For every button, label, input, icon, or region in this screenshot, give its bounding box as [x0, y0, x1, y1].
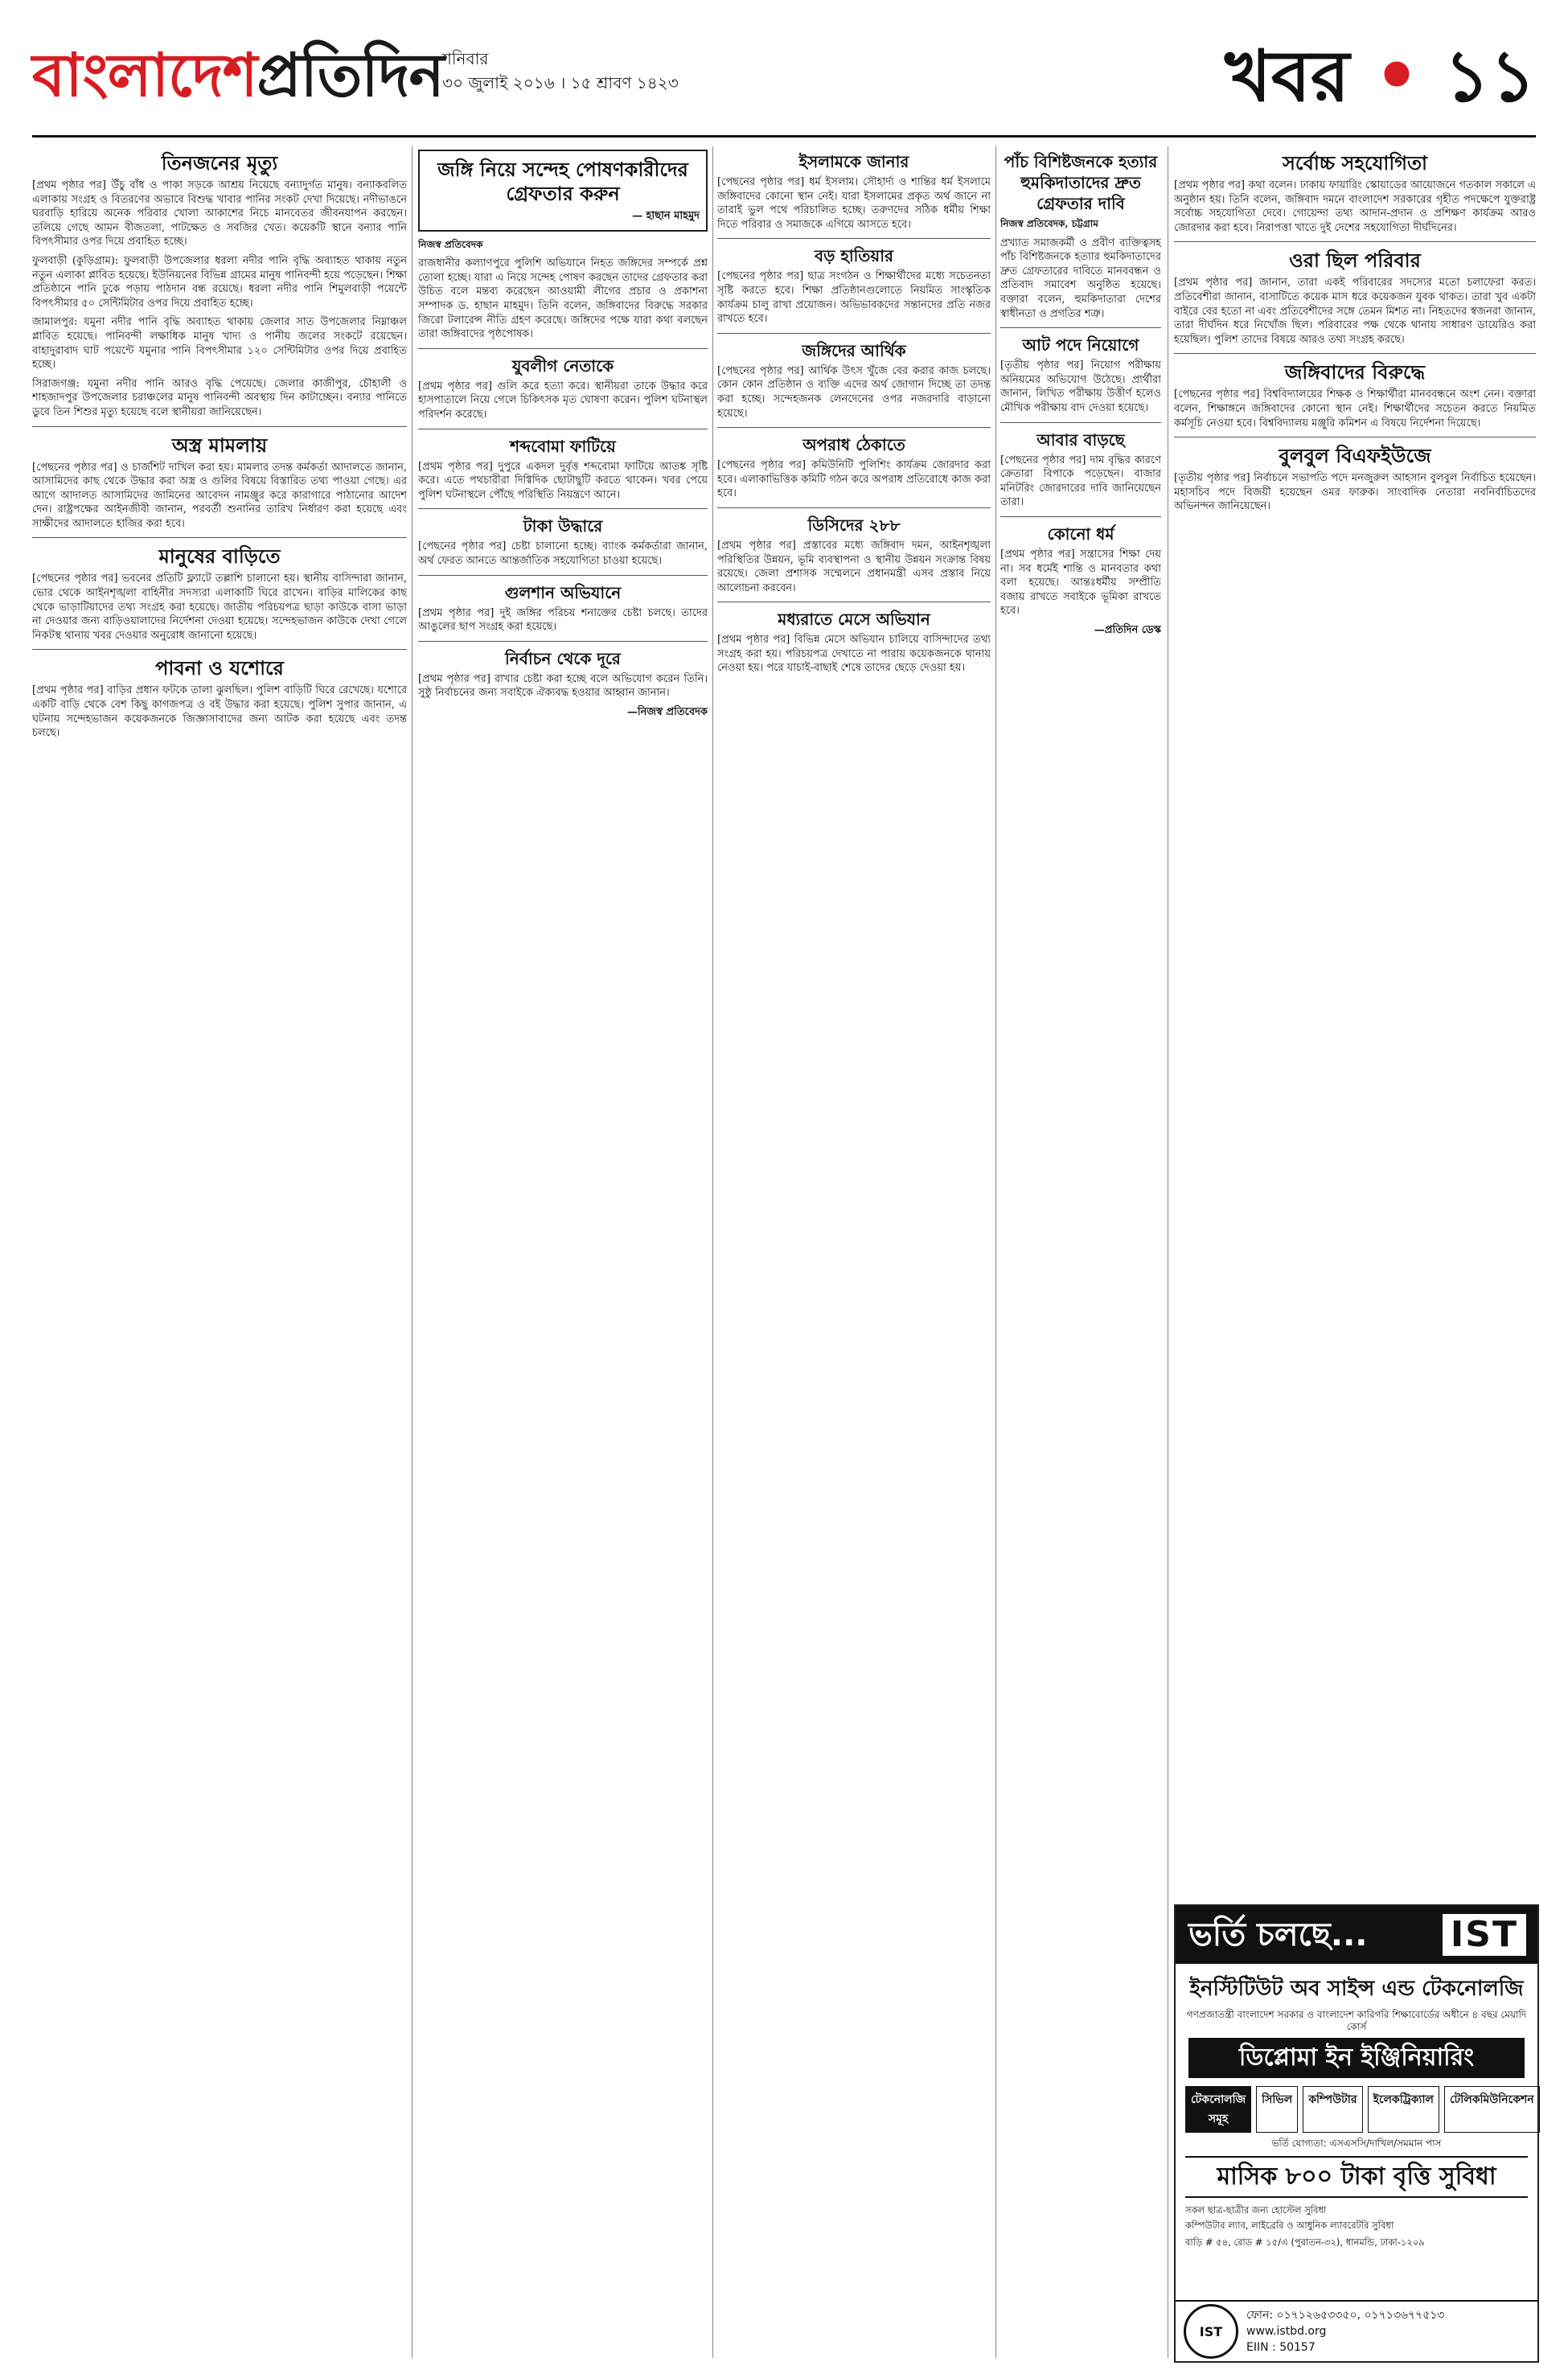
headline[interactable]: আট পদে নিয়োগে	[1022, 335, 1139, 355]
headline[interactable]: মধ্যরাতে মেসে অভিযান	[778, 610, 930, 630]
divider	[717, 238, 991, 239]
divider	[717, 507, 991, 508]
headline[interactable]: জঙ্গি নিয়ে সন্দেহ পোষণকারীদের গ্রেফতার করুন	[437, 158, 688, 205]
article-text: [পেছনের পৃষ্ঠার পর] আর্থিক উৎস খুঁজে বের করার কাজ চলছে। কোন কোন প্রতিষ্ঠান ও ব্যক্তি এদের অর্থ জোগান দিচ্ছে তা তদন্ত করা হচ্ছে। সন্দেহজনক লেনদেনের ওপর নজরদারি বাড়ানো হয়েছে।	[717, 364, 991, 420]
department-item: টেলিকমিউনিকেশন	[1444, 2086, 1540, 2133]
phone-number: ফোন: ০১৭১২৬৫৩৩৫০, ০১৭১৩৬৭৭৫১৩	[1246, 2309, 1445, 2322]
article-text: [প্রথম পৃষ্ঠার পর] রাখার চেষ্টা করা হচ্ছে বলে অভিযোগ করেন তিনি। সুষ্ঠু নির্বাচনের জন্য সবাইকে ঐক্যবদ্ধ হওয়ার আহ্বান জানান।	[418, 672, 708, 700]
headline[interactable]: তিনজনের মৃত্যু	[161, 152, 278, 175]
headline[interactable]: গুলশান অভিযানে	[504, 582, 622, 602]
institute-name: ইনস্টিটিউট অব সাইন্স এন্ড টেকনোলজি	[1189, 1977, 1524, 2001]
admission-advertisement[interactable]	[1174, 1904, 1539, 2363]
divider	[32, 537, 407, 538]
article-text: [প্রথম পৃষ্ঠার পর] দুই জঙ্গির পরিচয় শনাক্তের চেষ্টা চলছে। তাদের আঙুলের ছাপ সংগ্রহ করা হয়েছে।	[418, 606, 708, 634]
headline[interactable]: নির্বাচন থেকে দূরে	[505, 648, 621, 668]
contact-lines	[1246, 2307, 1445, 2356]
dateline	[442, 47, 679, 95]
article-text: [প্রথম পৃষ্ঠার পর] কথা বলেন। ঢাকায় ফায়ারিং স্কোয়াডের আয়োজনে গতকাল সকালে এ অনুষ্ঠান হয়। তিনি বলেন, জঙ্গিবাদ দমনে বাংলাদেশ সরকারের গৃহীত পদক্ষেপে যুক্তরাষ্ট্র সর্বোচ্চ সহযোগিতা দেবে। গোয়েন্দা তথ্য আদান-প্রদান ও প্রশিক্ষণ কার্যক্রম আরও জোরদার করা হবে। নিরাপত্তা খাতে দুই দেশের সহযোগিতা দীর্ঘদিনের।	[1174, 179, 1536, 234]
column-divider	[712, 146, 713, 2358]
headline[interactable]: শব্দবোমা ফাটিয়ে	[510, 436, 616, 456]
headline[interactable]: অপরাধ ঠেকাতে	[802, 435, 905, 455]
headline[interactable]: যুবলীগ নেতাকে	[511, 355, 614, 376]
headline[interactable]: অস্ত্র মামলায়	[171, 433, 268, 457]
article-text: [প্রথম পৃষ্ঠার পর] উঁচু বাঁধ ও পাকা সড়কে আশ্রয় নিয়েছে বন্যাদুর্গত মানুষ। বন্যাকবলিত এলাকায় সংগ্রহ ও বিতরণের অভাবে বিশুদ্ধ খাবার পানির সংকট দেখা দিয়েছে। নদীভাঙনে ঘরবাড়ি হারিয়ে অনেক পরিবার খোলা আকাশের নিচে মানবেতর জীবনযাপন করছেন। তলিয়ে গেছে আমন বীজতলা, পাটক্ষেত ও সবজির খেত। কয়েকটি স্থানে বন্যার পানি বিপৎসীমার ওপর দিয়ে প্রবাহিত হচ্ছে।	[32, 179, 407, 248]
stipend-banner: মাসিক ৮০০ টাকা বৃত্তি সুবিধা	[1185, 2156, 1528, 2198]
article-text: [প্রথম পৃষ্ঠার পর] বাড়ির প্রধান ফটকে তালা ঝুলছিল। পুলিশ বাড়িটি ঘিরে রেখেছে। যশোরে একটি বাড়ি থেকে বেশ কিছু কাগজপত্র ও বই উদ্ধার করা হয়েছে। পুলিশ সুপার জানান, এ ঘটনায় সন্দেহভাজন কয়েকজনকে জিজ্ঞাসাবাদের জন্য আটক করা হয়েছে এবং তদন্ত চলছে।	[32, 684, 407, 740]
institute-seal-icon: IST	[1184, 2304, 1238, 2359]
article-text: [পেছনের পৃষ্ঠার পর] দাম বৃদ্ধির কারণে ক্রেতারা বিপাকে পড়েছেন। বাজার মনিটরিং জোরদারের দাবি জানিয়েছেন তারা।	[1000, 454, 1161, 509]
column-3	[717, 146, 991, 2350]
article-text: [পেছনের পৃষ্ঠার পর] বিশ্ববিদ্যালয়ের শিক্ষক ও শিক্ষার্থীরা মানববন্ধনে অংশ নেন। বক্তারা বলেন, শিক্ষাঙ্গনে জঙ্গিবাদের কোনো স্থান নেই। শিক্ষার্থীদের সচেতন করতে নিয়মিত কর্মসূচি নেওয়া হবে। বিশ্ববিদ্যালয় মঞ্জুরি কমিশন এ বিষয়ে নির্দেশনা দিয়েছে।	[1174, 388, 1536, 429]
ad-brand-logo: IST	[1443, 1914, 1526, 1956]
end-byline: —নিজস্ব প্রতিবেদক	[626, 705, 708, 718]
headline[interactable]: মানুষের বাড়িতে	[158, 545, 281, 569]
headline[interactable]: জঙ্গিদের আর্থিক	[802, 340, 906, 360]
divider	[32, 426, 407, 427]
column-2	[418, 146, 708, 2350]
column-divider	[995, 146, 996, 2358]
headline[interactable]: টাকা উদ্ধারে	[523, 516, 603, 536]
page-number: ১১	[1443, 35, 1536, 117]
divider	[717, 333, 991, 334]
divider	[418, 348, 708, 349]
headline[interactable]: ওরা ছিল পরিবার	[1289, 249, 1421, 273]
column-1	[32, 146, 407, 2350]
article-text: [তৃতীয় পৃষ্ঠার পর] নির্বাচনে সভাপতি পদে মনজুরুল আহসান বুলবুল নির্বাচিত হয়েছেন। মহাসচিব পদে বিজয়ী হয়েছেন ওমর ফারুক। সাংবাদিক নেতারা নবনির্বাচিতদের অভিনন্দন জানিয়েছেন।	[1174, 472, 1536, 513]
article-text: জামালপুর: যমুনা নদীর পানি বৃদ্ধি অব্যাহত থাকায় জেলার সাত উপজেলার নিম্নাঞ্চল প্লাবিত হয়েছে। পানিবন্দী লক্ষাধিক মানুষ খাদ্য ও পানীয় জলের সংকটে রয়েছেন। বাহাদুরাবাদ ঘাট পয়েন্টে যমুনার পানি বিপৎসীমার ১২০ সেন্টিমিটার ওপর দিয়ে প্রবাহিত হচ্ছে।	[32, 316, 407, 372]
article-text: [প্রথম পৃষ্ঠার পর] দুপুরে একদল দুর্বৃত্ত শব্দবোমা ফাটিয়ে আতঙ্ক সৃষ্টি করে। এতে পথচারীরা দিগ্বিদিক ছোটাছুটি করতে থাকেন। খবর পেয়ে পুলিশ ঘটনাস্থলে পৌঁছে পরিস্থিতি নিয়ন্ত্রণে আনে।	[418, 460, 708, 501]
department-label: টেকনোলজি সমূহ	[1185, 2086, 1251, 2133]
masthead	[32, 27, 1536, 132]
divider	[1174, 353, 1536, 354]
logo-part-2: প্রতিদিন	[257, 41, 444, 110]
article-text: [প্রথম পৃষ্ঠার পর] প্রস্তাবের মধ্যে জঙ্গিবাদ দমন, আইনশৃঙ্খলা পরিস্থিতির উন্নয়ন, ভূমি ব্যবস্থাপনা ও স্থানীয় উন্নয়ন সংক্রান্ত বিষয় রয়েছে। জেলা প্রশাসক সম্মেলনে প্রধানমন্ত্রী এসব প্রস্তাব নিয়ে আলোচনা করবেন।	[717, 539, 991, 594]
ad-headline: ভর্তি চলছে...	[1188, 1916, 1368, 1953]
bullet-dot-icon: •	[1373, 35, 1420, 117]
quote-byline: — হাছান মাহমুদ	[632, 210, 700, 222]
reporter-byline: নিজস্ব প্রতিবেদক	[418, 238, 483, 250]
article-text: [প্রথম পৃষ্ঠার পর] বিভিন্ন মেসে অভিযান চালিয়ে বাসিন্দাদের তথ্য সংগ্রহ করা হয়। পরিচয়পত্র দেখাতে না পারায় কয়েকজনকে থানায় নেওয়া হয়। পরে যাচাই-বাছাই শেষে তাদের ছেড়ে দেওয়া হয়।	[717, 634, 991, 675]
reporter-byline: নিজস্ব প্রতিবেদক, চট্টগ্রাম	[1000, 218, 1098, 229]
article-text: [পেছনের পৃষ্ঠার পর] ধর্ম ইসলাম। সৌহার্দ্য ও শান্তির ধর্ম ইসলামে জঙ্গিবাদের কোনো স্থান নেই। যারা ইসলামের প্রকৃত অর্থ জানে না তারাই ভুল পথে পরিচালিত হচ্ছে। তরুণদের সঠিক ধর্মীয় শিক্ষা দিতে পরিবার ও সমাজকে এগিয়ে আসতে হবে।	[717, 176, 991, 231]
column-5	[1174, 146, 1536, 1896]
ad-address: বাড়ি # ৫৪, রোড # ১৫/এ (পুরাতন-৩২), ধানমন্ডি, ঢাকা-১২০৯	[1185, 2236, 1425, 2248]
issue-date: ৩০ জুলাই ২০১৬ । ১৫ শ্রাবণ ১৪২৩	[442, 73, 679, 92]
headline[interactable]: পাঁচ বিশিষ্টজনকে হত্যার হুমকিদাতাদের দ্রুত গ্রেফতার দাবি	[1004, 152, 1158, 213]
article-text: সিরাজগঞ্জ: যমুনা নদীর পানি আরও বৃদ্ধি পেয়েছে। জেলার কাজীপুর, চৌহালী ও শাহজাদপুর উপজেলার চরাঞ্চলের মানুষ পানিবন্দী অবস্থায় দিন কাটাচ্ছেন। বন্যার পানিতে ডুবে তিন শিশুর মৃত্যু হয়েছে বলে স্থানীয়রা জানিয়েছেন।	[32, 377, 407, 418]
masthead-rule	[32, 135, 1536, 138]
headline[interactable]: কোনো ধর্ম	[1047, 524, 1114, 544]
divider	[418, 641, 708, 642]
divider	[32, 649, 407, 650]
headline[interactable]: জঙ্গিবাদের বিরুদ্ধে	[1284, 361, 1426, 384]
article-text: ফুলবাড়ী (কুড়িগ্রাম): ফুলবাড়ী উপজেলার ধরলা নদীর পানি বৃদ্ধি অব্যাহত থাকায় নতুন নতুন এলাকা প্লাবিত হয়েছে। ইউনিয়নের বিভিন্ন গ্রামের মানুষ পানিবন্দী হয়ে পড়েছেন। শিক্ষা প্রতিষ্ঠানে পানি ঢুকে পড়ায় পাঠদান বন্ধ রয়েছে। ধরলা নদীর পানি শিমুলবাড়ী পয়েন্টে বিপৎসীমার ৫০ সেন্টিমিটার ওপর দিয়ে প্রবাহিত হচ্ছে।	[32, 254, 407, 310]
divider	[717, 427, 991, 428]
eligibility-note: ভর্তি যোগ্যতা: এসএসসি/দাখিল/সমমান পাস	[1271, 2138, 1442, 2149]
ad-header	[1176, 1906, 1537, 1964]
website-link[interactable]: www.istbd.org	[1246, 2325, 1327, 2338]
divider	[1000, 422, 1161, 423]
article-text: [পেছনের পৃষ্ঠার পর] কমিউনিটি পুলিশিং কার্যক্রম জোরদার করা হবে। এলাকাভিত্তিক কমিটি গঠন করে অপরাধ প্রতিরোধে কাজ করা হবে।	[717, 459, 991, 500]
divider	[1000, 516, 1161, 517]
article-text: [পেছনের পৃষ্ঠার পর] ও চার্জশিট দাখিল করা হয়। মামলার তদন্ত কর্মকর্তা আদালতে জানান, আসামিদের কাছ থেকে উদ্ধার করা অস্ত্র ও গুলির বিষয়ে বিস্তারিত তথ্য পাওয়া গেছে। এর আগে আদালত আসামিদের জামিনের আবেদন নামঞ্জুর করে কারাগারে পাঠানোর আদেশ দেন। রাষ্ট্রপক্ষের আইনজীবী জানান, পরবর্তী শুনানির তারিখ নির্ধারণ করা হয়েছে এবং সাক্ষীদের আদালতে হাজির করা হবে।	[32, 461, 407, 530]
headline[interactable]: ইসলামকে জানার	[798, 152, 909, 171]
end-byline: —প্রতিদিন ডেস্ক	[1094, 623, 1161, 636]
article-text: [তৃতীয় পৃষ্ঠার পর] নিয়োগ পরীক্ষায় অনিয়মের অভিযোগ উঠেছে। প্রার্থীরা জানান, লিখিত পরীক্ষায় উত্তীর্ণ হলেও মৌখিক পরীক্ষায় বাদ দেওয়া হয়েছে।	[1000, 359, 1161, 414]
newspaper-logo[interactable]	[32, 27, 444, 124]
department-list	[1185, 2086, 1534, 2133]
article-text: রাজধানীর কল্যাণপুরে পুলিশি অভিযানে নিহত জঙ্গিদের সম্পর্কে প্রশ্ন তোলা হচ্ছে। যারা এ নিয়ে সন্দেহ পোষণ করছেন তাদের গ্রেফতার করা উচিত বলে মন্তব্য করেছেন আওয়ামী লীগের প্রচার ও প্রকাশনা সম্পাদক ড. হাছান মাহমুদ। তিনি বলেন, জঙ্গিবাদের বিরুদ্ধে সরকার জিরো টলারেন্স নীতি গ্রহণ করেছে। জঙ্গিদের পক্ষে যারা কথা বলছেন তারা জঙ্গিবাদের পৃষ্ঠপোষক।	[418, 257, 708, 341]
logo-part-1: বাংলাদেশ	[32, 41, 257, 110]
article-text: [প্রথম পৃষ্ঠার পর] জানান, তারা একই পরিবারের সদস্যের মতো চলাফেরা করত। প্রতিবেশীরা জানান, বাসাটিতে কয়েক মাস ধরে কয়েকজন যুবক থাকত। তারা খুব একটা বাইরে বের হতো না এবং প্রতিবেশীদের সঙ্গে তেমন মিশত না। নিহতদের স্বজনরা জানান, তারা দীর্ঘদিন ধরে নিখোঁজ ছিল। পরিবারের পক্ষ থেকে থানায় সাধারণ ডায়েরিও করা হয়েছিল। পুলিশ তাদের বিষয়ে আরও তথ্য সংগ্রহ করছে।	[1174, 277, 1536, 346]
ad-contact	[1176, 2300, 1537, 2361]
article-text: প্রখ্যাত সমাজকর্মী ও প্রবীণ ব্যক্তিত্বসহ পাঁচ বিশিষ্টজনকে হত্যার হুমকিদাতাদের দ্রুত গ্রেফতারের দাবিতে মানববন্ধন ও প্রতিবাদ সমাবেশ অনুষ্ঠিত হয়েছে। বক্তারা বলেন, হুমকিদাতারা দেশের স্বাধীনতা ও প্রগতির শত্রু।	[1000, 236, 1161, 320]
article-text: [প্রথম পৃষ্ঠার পর] সন্ত্রাসের শিক্ষা দেয় না। সব ধর্মেই শান্তি ও মানবতার কথা বলা হয়েছে। আন্তঃধর্মীয় সম্প্রীতি বজায় রাখতে সবাইকে ভূমিকা রাখতে হবে।	[1000, 548, 1161, 618]
department-item: সিভিল	[1256, 2086, 1298, 2133]
divider	[1174, 241, 1536, 242]
divider	[418, 508, 708, 509]
headline[interactable]: সর্বোচ্চ সহযোগিতা	[1283, 152, 1427, 175]
ad-tagline: গণপ্রজাতন্ত্রী বাংলাদেশ সরকার ও বাংলাদেশ কারিগরি শিক্ষাবোর্ডের অধীনে ৪ বছর মেয়াদি কোর্স	[1186, 2009, 1527, 2032]
boxed-story	[418, 150, 708, 232]
divider	[418, 575, 708, 576]
headline[interactable]: ডিসিদের ২৮৮	[807, 515, 901, 535]
page-section-header	[1225, 32, 1536, 121]
column-divider	[412, 146, 413, 2358]
headline[interactable]: বুলবুল বিএফইউজে	[1279, 445, 1431, 468]
ad-bullet: কম্পিউটার ল্যাব, লাইব্রেরি ও আধুনিক ল্যাবরেটরি সুবিধা	[1185, 2220, 1394, 2231]
ad-bullet: সকল ছাত্র-ছাত্রীর জন্য হোস্টেল সুবিধা	[1185, 2204, 1327, 2216]
department-item: ইলেকট্রিক্যাল	[1368, 2086, 1439, 2133]
headline[interactable]: পাবনা ও যশোরে	[155, 657, 284, 680]
program-name: ডিপ্লোমা ইন ইঞ্জিনিয়ারিং	[1188, 2038, 1525, 2078]
article-text: [পেছনের পৃষ্ঠার পর] চেষ্টা চালানো হচ্ছে। ব্যাংক কর্মকর্তারা জানান, অর্থ ফেরত আনতে আন্তর্জাতিক সহযোগিতা চাওয়া হয়েছে।	[418, 540, 708, 567]
department-item: কম্পিউটার	[1303, 2086, 1362, 2133]
headline[interactable]: বড় হাতিয়ার	[815, 246, 893, 266]
article-text: [প্রথম পৃষ্ঠার পর] গুলি করে হত্যা করে। স্থানীয়রা তাকে উদ্ধার করে হাসপাতালে নিয়ে গেলে চিকিৎসক মৃত ঘোষণা করেন। পুলিশ ঘটনাস্থল পরিদর্শন করেছে।	[418, 380, 708, 421]
column-4	[1000, 146, 1161, 2350]
weekday: শনিবার	[442, 49, 489, 68]
article-text: [পেছনের পৃষ্ঠার পর] ভবনের প্রতিটি ফ্ল্যাটে তল্লাশি চালানো হয়। স্থানীয় বাসিন্দারা জানান, ভোর থেকে আইনশৃঙ্খলা বাহিনীর সদস্যরা এলাকাটি ঘিরে রাখেন। বাড়ির মালিকের কাছ থেকে ভাড়াটিয়াদের তথ্য সংগ্রহ করা হয়েছে। জাতীয় পরিচয়পত্র ছাড়া কাউকে বাসা ভাড়া না দেওয়ার জন্য বাড়িওয়ালাদের নির্দেশনা দেওয়া হয়েছে। সন্দেহভাজন কাউকে দেখা গেলে নিকটস্থ থানায় খবর দেওয়ার অনুরোধ জানানো হয়েছে।	[32, 573, 407, 642]
divider	[1000, 327, 1161, 328]
article-text: [পেছনের পৃষ্ঠার পর] ছাত্র সংগঠন ও শিক্ষার্থীদের মধ্যে সচেতনতা সৃষ্টি করতে হবে। শিক্ষা প্রতিষ্ঠানগুলোতে নিয়মিত সাংস্কৃতিক কার্যক্রম চালু রাখা প্রয়োজন। অভিভাবকদের সন্তানদের প্রতি নজর রাখতে হবে।	[717, 270, 991, 326]
eiin-code: EIIN : 50157	[1246, 2341, 1316, 2354]
page-section: খবর	[1225, 35, 1350, 117]
headline[interactable]: আবার বাড়ছে	[1036, 429, 1125, 450]
